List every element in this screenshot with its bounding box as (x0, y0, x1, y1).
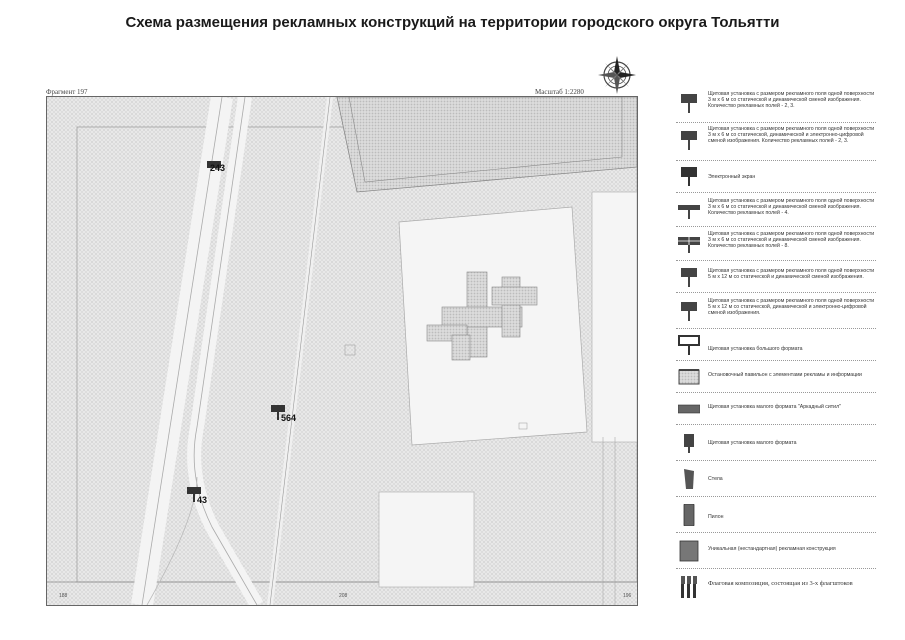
legend-item (676, 570, 876, 604)
legend-text: Флаговая композиция, состоящая из 3-х флагштоков (708, 580, 853, 587)
marker-number: 564 (281, 413, 297, 423)
legend-text: Электронный экран (708, 174, 756, 180)
legend-text: Щитовая установка малого формата (708, 440, 797, 446)
billboard-icon (678, 266, 700, 288)
legend-item (676, 426, 876, 461)
legend-text: Щитовая установка малого формата "Аркадный ситил" (708, 404, 841, 410)
legend (676, 88, 876, 608)
map-background (47, 97, 637, 605)
pylon-icon (678, 504, 700, 526)
screen-icon (678, 165, 700, 187)
marker-number: 243 (210, 163, 226, 173)
map-title: Схема размещения рекламных конструкций на территории городского округа Тольятти (125, 14, 780, 31)
unique-structure-icon (678, 540, 700, 562)
legend-text: Щитовая установка с размером рекламного поля одной поверхности 5 м х 12 м со статической и динамической сменой изображения. (708, 268, 875, 280)
scale-label: Масштаб 1:2280 (535, 88, 584, 96)
legend-item (676, 294, 876, 329)
legend-item (676, 330, 876, 361)
grid-label: 196 (623, 593, 632, 599)
legend-text: Щитовая установка с размером рекламного поля одной поверхности 3 м х 6 м со статической и динамической сменой изображения. Количество рекламных полей - 8. (708, 231, 875, 249)
legend-item (676, 162, 876, 193)
billboard-icon (678, 300, 700, 322)
legend-text: Щитовая установка с размером рекламного поля одной поверхности 3 м х 6 м со статической, динамической и электронно-цифровой сменой изображения. Количество рекламных полей - 2, 3. (708, 126, 875, 144)
billboard-icon (678, 92, 700, 114)
legend-text: Остановочный павильон с элементами рекламы и информации (708, 372, 862, 378)
legend-text: Стела (708, 476, 723, 482)
legend-item (676, 498, 876, 533)
legend-item (676, 534, 876, 569)
legend-item (676, 228, 876, 261)
grid-label: 188 (59, 593, 68, 599)
legend-item (676, 88, 876, 123)
legend-item (676, 262, 876, 293)
compass-rose-icon (597, 55, 637, 95)
large-billboard-icon (678, 334, 700, 356)
billboard-multi-icon (678, 233, 700, 255)
legend-text: Уникальная (нестандартная) рекламная конструкция (708, 546, 836, 552)
small-stand-icon (678, 432, 700, 454)
legend-item (676, 124, 876, 161)
flag-composition-icon (678, 576, 700, 598)
billboard-marker-icon (187, 487, 201, 494)
small-format-icon (678, 398, 700, 420)
legend-text: Щитовая установка с размером рекламного поля одной поверхности 3 м х 6 м со статической и динамической сменой изображения. Количество рекламных полей - 4. (708, 198, 875, 216)
pavilion-icon (678, 366, 700, 388)
billboard-marker-icon (271, 405, 285, 412)
billboard-pole (193, 494, 195, 502)
grid-label: 208 (339, 593, 348, 599)
legend-text: Щитовая установка большого формата (708, 346, 803, 352)
billboard-pole (277, 412, 279, 420)
map-area[interactable] (46, 96, 638, 606)
legend-item (676, 362, 876, 393)
fragment-label: Фрагмент 197 (46, 88, 88, 96)
legend-item (676, 394, 876, 425)
billboard-wide-icon (678, 199, 700, 221)
billboard-icon (678, 129, 700, 151)
legend-item (676, 462, 876, 497)
legend-text: Щитовая установка с размером рекламного поля одной поверхности 5 м х 12 м со статической, динамической и электронно-цифровой сменой изображения. (708, 298, 875, 316)
marker-number: 43 (197, 495, 208, 505)
stele-icon (678, 468, 700, 490)
legend-text: Пилон (708, 514, 724, 520)
legend-item (676, 194, 876, 227)
legend-text: Щитовая установка с размером рекламного поля одной поверхности 3 м х 6 м со статической и динамической сменой изображения. Количество рекламных полей - 2, 3. (708, 91, 875, 109)
